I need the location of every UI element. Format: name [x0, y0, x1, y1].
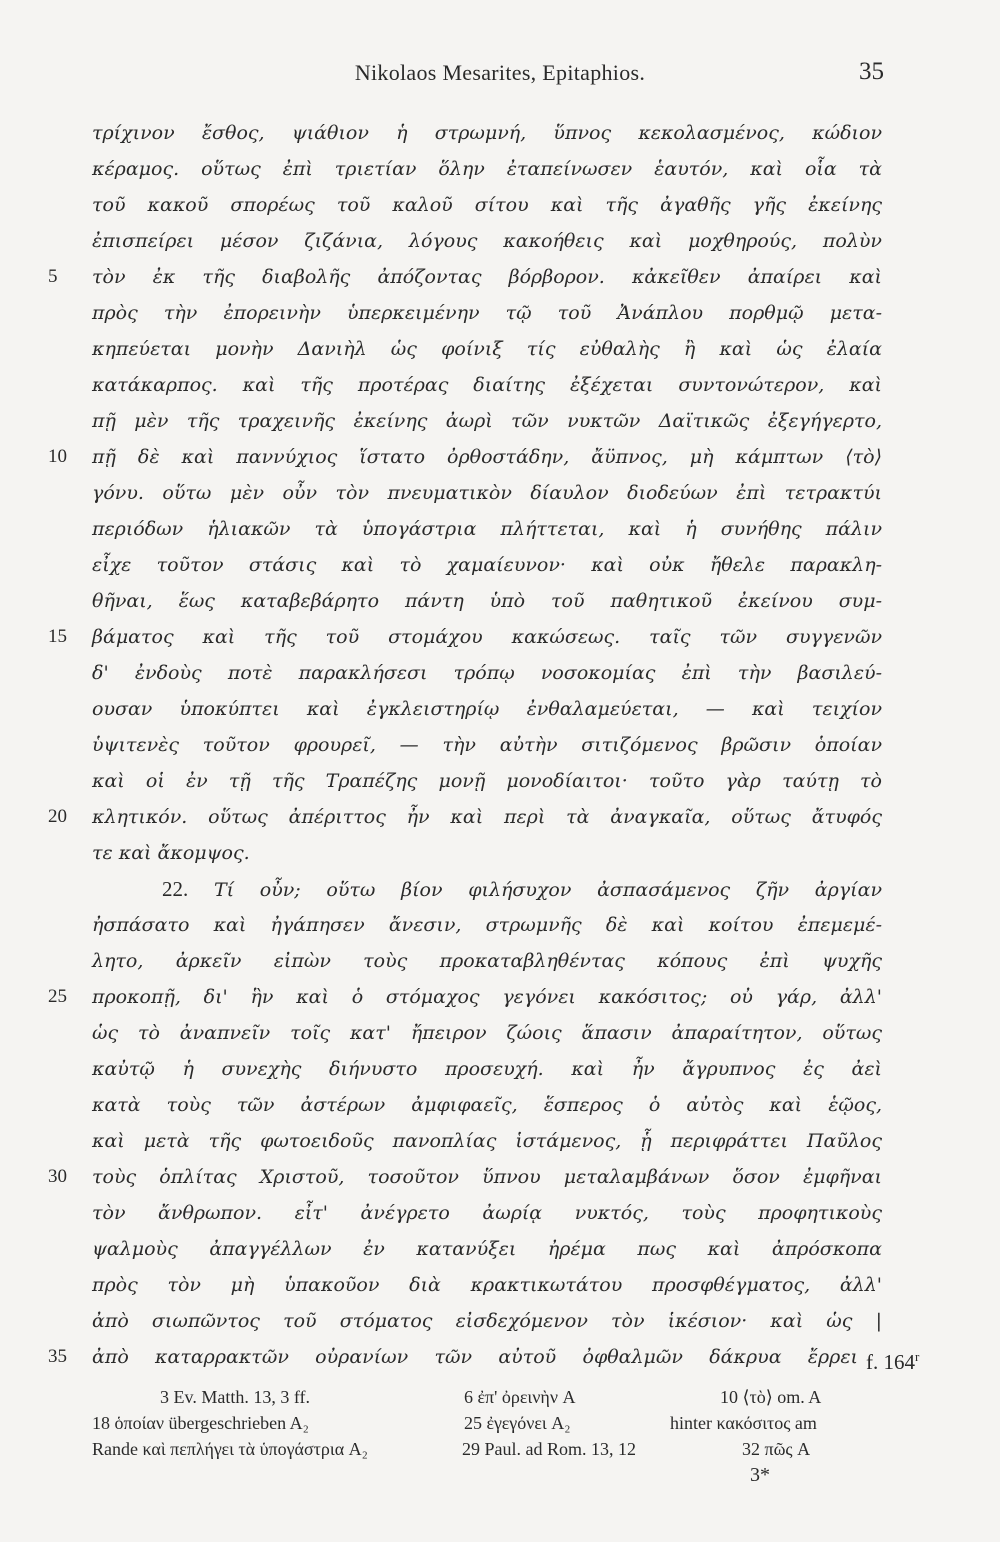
text-line: δ' ἐνδοὺς ποτὲ παρακλήσεσι τρόπῳ νοσοκομίας ἐπὶ τὴν βασιλεύ-: [92, 662, 882, 684]
text-line: καὐτῷ ἡ συνεχὴς διήνυστο προσευχή. καὶ ἦν ἄγρυπνος ἐς ἀεὶ: [92, 1058, 882, 1080]
section-first-line: [92, 874, 882, 904]
footnote: 10 ⟨τὸ⟩ om. A: [720, 1387, 822, 1407]
text-line: ἀπὸ σιωπῶντος τοῦ στόματος εἰσδεχόμενον τὸν ἱκέσιον· καὶ ὡς |: [92, 1310, 882, 1332]
line-number: 15: [48, 626, 67, 647]
line-number: 5: [48, 266, 58, 287]
text-line: τε καὶ ἄκομψος.: [92, 842, 250, 864]
text-line: κατάκαρπος. καὶ τῆς προτέρας διαίτης ἐξέχεται συντονώτερον, καὶ: [92, 374, 882, 396]
footnote: 25 ἐγεγόνει A₂: [464, 1413, 571, 1433]
text-line: πρὸς τὸν μὴ ὑπακοῦον διὰ κρακτικωτάτου προσφθέγματος, ἀλλ': [92, 1274, 882, 1296]
signature-mark: 3*: [750, 1464, 770, 1486]
text-line: καὶ μετὰ τῆς φωτοειδοῦς πανοπλίας ἱστάμενος, ᾗ περιφράττει Παῦλος: [92, 1130, 882, 1152]
text-line: κηπεύεται μονὴν Δανιὴλ ὡς φοίνιξ τίς εὐθαλὴς ἢ καὶ ὡς ἐλαία: [92, 338, 882, 360]
text-line: Τί οὖν; οὕτω βίον φιλήσυχον ἀσπασάμενος ζῆν ἀργίαν: [213, 879, 882, 901]
text-line: κατὰ τοὺς τῶν ἀστέρων ἀμφιφαεῖς, ἕσπερος ὁ αὐτὸς καὶ ἑῷος,: [92, 1094, 882, 1116]
footnote: 29 Paul. ad Rom. 13, 12: [462, 1439, 636, 1459]
footnote: 3 Ev. Matth. 13, 3 ff.: [160, 1387, 310, 1407]
line-number: 35: [48, 1346, 67, 1367]
footnote: 32 πῶς A: [742, 1439, 811, 1459]
text-line: γόνυ. οὕτω μὲν οὖν τὸν πνευματικὸν δίαυλον διοδεύων ἐπὶ τετρακτύι: [92, 482, 882, 504]
text-line: τοὺς ὁπλίτας Χριστοῦ, τοσοῦτον ὕπνου μεταλαμβάνων ὅσον ἐμφῆναι: [92, 1166, 882, 1188]
text-line: τρίχινον ἔσθος, ψιάθιον ἡ στρωμνή, ὕπνος κεκολασμένος, κώδιον: [92, 122, 882, 144]
footnote: Rande καὶ πεπλήγει τὰ ὑπογάστρια A₂: [92, 1439, 368, 1459]
text-line: πῇ μὲν τῆς τραχεινῆς ἐκείνης ἀωρὶ τῶν νυκτῶν Δαϊτικῶς ἐξεγήγερτο,: [92, 410, 882, 432]
footnote: 18 ὁποίαν übergeschrieben A₂: [92, 1413, 309, 1433]
text-line: κέραμος. οὕτως ἐπὶ τριετίαν ὅλην ἐταπείνωσεν ἑαυτόν, καὶ οἷα τὰ: [92, 158, 882, 180]
text-line: κλητικόν. οὕτως ἀπέριττος ἦν καὶ περὶ τὰ ἀναγκαῖα, οὕτως ἄτυφός: [92, 806, 882, 828]
text-line: περιόδων ἡλιακῶν τὰ ὑπογάστρια πλήττεται, καὶ ἡ συνήθης πάλιν: [92, 518, 882, 540]
running-title: Nikolaos Mesarites, Epitaphios.: [354, 60, 646, 85]
section-number: 22.: [162, 877, 189, 901]
line-number: 10: [48, 446, 67, 467]
line-number: 30: [48, 1166, 67, 1187]
text-line: ψαλμοὺς ἀπαγγέλλων ἐν κατανύξει ἠρέμα πως καὶ ἀπρόσκοπα: [92, 1238, 882, 1260]
text-line: βάματος καὶ τῆς τοῦ στομάχου κακώσεως. ταῖς τῶν συγγενῶν: [92, 626, 882, 648]
text-line: πρὸς τὴν ἐπορεινὴν ὑπερκειμένην τῷ τοῦ Ἀνάπλου πορθμῷ μετα-: [92, 302, 882, 324]
page-number: 35: [859, 58, 884, 85]
text-line: εἶχε τοῦτον στάσις καὶ τὸ χαμαίευνον· καὶ οὐκ ἤθελε παρακλη-: [92, 554, 882, 576]
text-line: προκοπῇ, δι' ἣν καὶ ὁ στόμαχος γεγόνει κακόσιτος; οὐ γάρ, ἀλλ': [92, 986, 882, 1008]
footnote-row: [92, 1384, 874, 1410]
text-line: ὡς τὸ ἀναπνεῖν τοῖς κατ' ἤπειρον ζώοις ἅπασιν ἀπαραίτητον, οὕτως: [92, 1022, 882, 1044]
text-line: τὸν ἐκ τῆς διαβολῆς ἀπόζοντας βόρβορον. κἀκεῖθεν ἀπαίρει καὶ: [92, 266, 882, 288]
text-line: πῇ δὲ καὶ παννύχιος ἵστατο ὀρθοστάδην, ἄϋπνος, μὴ κάμπτων ⟨τὸ⟩: [92, 446, 882, 468]
footnote-row: [92, 1436, 874, 1462]
text-line: τὸν ἄνθρωπον. εἶτ' ἀνέγρετο ἀωρίᾳ νυκτός, τοὺς προφητικοὺς: [92, 1202, 882, 1224]
text-line: ὑψιτενὲς τοῦτον φρουρεῖ, — τὴν αὐτὴν σιτιζόμενος βρῶσιν ὁποίαν: [92, 734, 882, 756]
footnote: hinter κακόσιτος am: [670, 1413, 817, 1433]
text-line: καὶ οἱ ἐν τῇ τῆς Τραπέζης μονῇ μονοδίαιτοι· τοῦτο γὰρ ταύτῃ τὸ: [92, 770, 882, 792]
text-line: ἠσπάσατο καὶ ἠγάπησεν ἄνεσιν, στρωμνῆς δὲ καὶ κοίτου ἐπεμεμέ-: [92, 914, 882, 936]
text-line: ἀπὸ καταρρακτῶν οὐρανίων τῶν αὐτοῦ ὀφθαλμῶν δάκρυα ἔρρει: [92, 1346, 858, 1368]
text-line: τοῦ κακοῦ σπορέως τοῦ καλοῦ σίτου καὶ τῆς ἀγαθῆς γῆς ἐκείνης: [92, 194, 882, 216]
text-line: ἐπισπείρει μέσον ζιζάνια, λόγους κακοήθεις καὶ μοχθηρούς, πολὺν: [92, 230, 882, 252]
line-number: 20: [48, 806, 67, 827]
footnote-row: [92, 1410, 874, 1436]
folio-marker: f. 164$^r$: [866, 1349, 920, 1374]
text-line: θῆναι, ἕως καταβεβάρητο πάντη ὑπὸ τοῦ παθητικοῦ ἐκείνου συμ-: [92, 590, 882, 612]
footnote: 6 ἐπ' ὀρεινὴν A: [464, 1387, 576, 1407]
text-line: ουσαν ὑποκύπτει καὶ ἐγκλειστηρίῳ ἐνθαλαμεύεται, — καὶ τειχίον: [92, 698, 882, 720]
text-line: λητο, ἀρκεῖν εἰπὼν τοὺς προκαταβληθέντας κόπους ἐπὶ ψυχῆς: [92, 950, 882, 972]
line-number: 25: [48, 986, 67, 1007]
